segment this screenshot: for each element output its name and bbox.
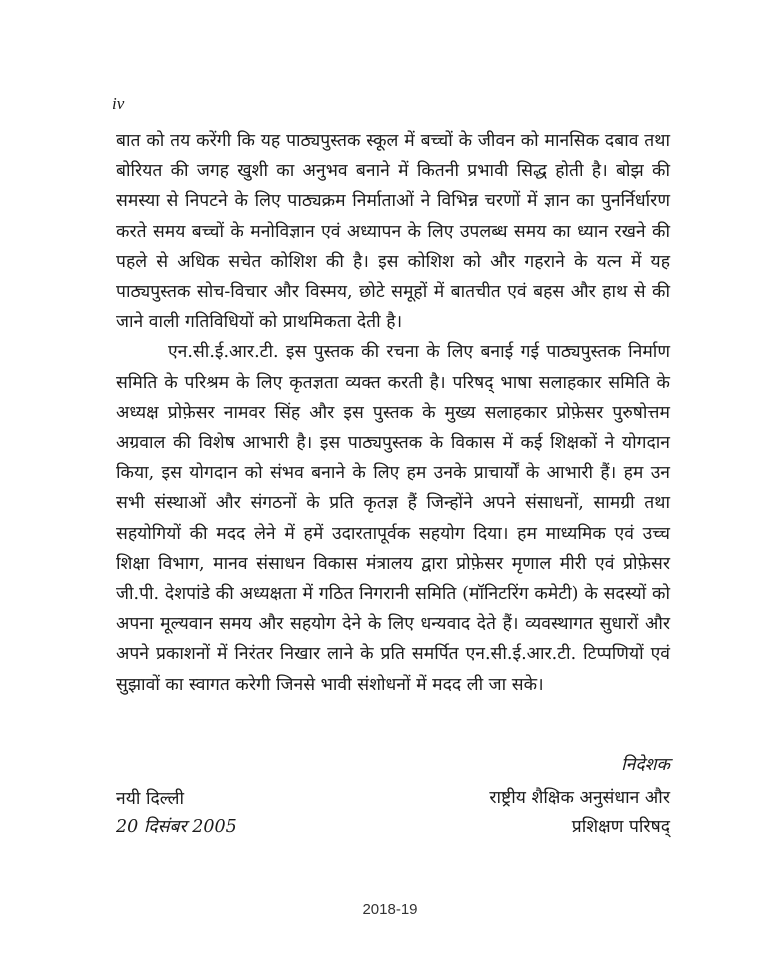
footer-year: 2018-19 [362, 901, 418, 918]
page-number: iv [112, 94, 125, 113]
paragraph-2: एन.सी.ई.आर.टी. इस पुस्तक की रचना के लिए बनाई गई पाठ्यपुस्तक निर्माण समिति के परिश्रम के लिए कृतज्ञता व्यक्त करती है। परिषद् भाषा सलाहकार समिति के अध्यक्ष प्रोफ़ेसर नामवर सिंह और इस पुस्तक के मुख्य सलाहकार प्रोफ़ेसर पुरुषोत्तम अग्रवाल की विशेष आभारी है। इस पाठ्यपुस्तक के विकास में कई शिक्षकों ने योगदान किया, इस योगदान को संभव बनाने के लिए हम उनके प्राचार्यों के आभारी हैं। हम उन सभी संस्थाओं और संगठनों के प्रति कृतज्ञ हैं जिन्होंने अपने संसाधनों, सामग्री तथा सहयोगियों की मदद लेने में हमें उदारतापूर्वक सहयोग दिया। हम माध्यमिक एवं उच्च शिक्षा विभाग, मानव संसाधन विकास मंत्रालय द्वारा प्रोफ़ेसर मृणाल मीरी एवं प्रोफ़ेसर जी.पी. देशपांडे की अध्यक्षता में गठित निगरानी समिति (मॉनिटरिंग कमेटी) के सदस्यों को अपना मूल्यवान समय और सहयोग देने के लिए धन्यवाद देते हैं। व्यवस्थागत सुधारों और अपने प्रकाशनों में निरंतर निखार लाने के प्रति समर्पित एन.सी.ई.आर.टी. टिप्पणियों एवं सुझावों का स्वागत करेगी जिनसे भावी संशोधनों में मदद ली जा सके। [116, 342, 670, 695]
signature-designation: निदेशक [621, 755, 670, 775]
place: नयी दिल्ली [116, 789, 185, 809]
paragraph-1: बात को तय करेंगी कि यह पाठ्यपुस्तक स्कूल में बच्चों के जीवन को मानसिक दबाव तथा बोरियत की जगह खुशी का अनुभव बनाने में कितनी प्रभावी सिद्ध होती है। बोझ की समस्या से निपटने के लिए पाठ्यक्रम निर्माताओं ने विभिन्न चरणों में ज्ञान का पुनर्निर्धारण करते समय बच्चों के मनोविज्ञान एवं अध्यापन के लिए उपलब्ध समय का ध्यान रखने की पहले से अधिक सचेत कोशिश की है। इस कोशिश को और गहराने के यत्न में यह पाठ्यपुस्तक सोच-विचार और विस्मय, छोटे समूहों में बातचीत एवं बहस और हाथ से की जाने वाली गतिविधियों को प्राथमिकता देती है। [116, 131, 670, 333]
organization-line-1: राष्ट्रीय शैक्षिक अनुसंधान और [489, 788, 670, 808]
date: 20 दिसंबर 2005 [116, 817, 237, 837]
organization-line-2: प्रशिक्षण परिषद् [571, 817, 670, 837]
foreword-body [116, 126, 670, 700]
organization-name [489, 784, 670, 842]
